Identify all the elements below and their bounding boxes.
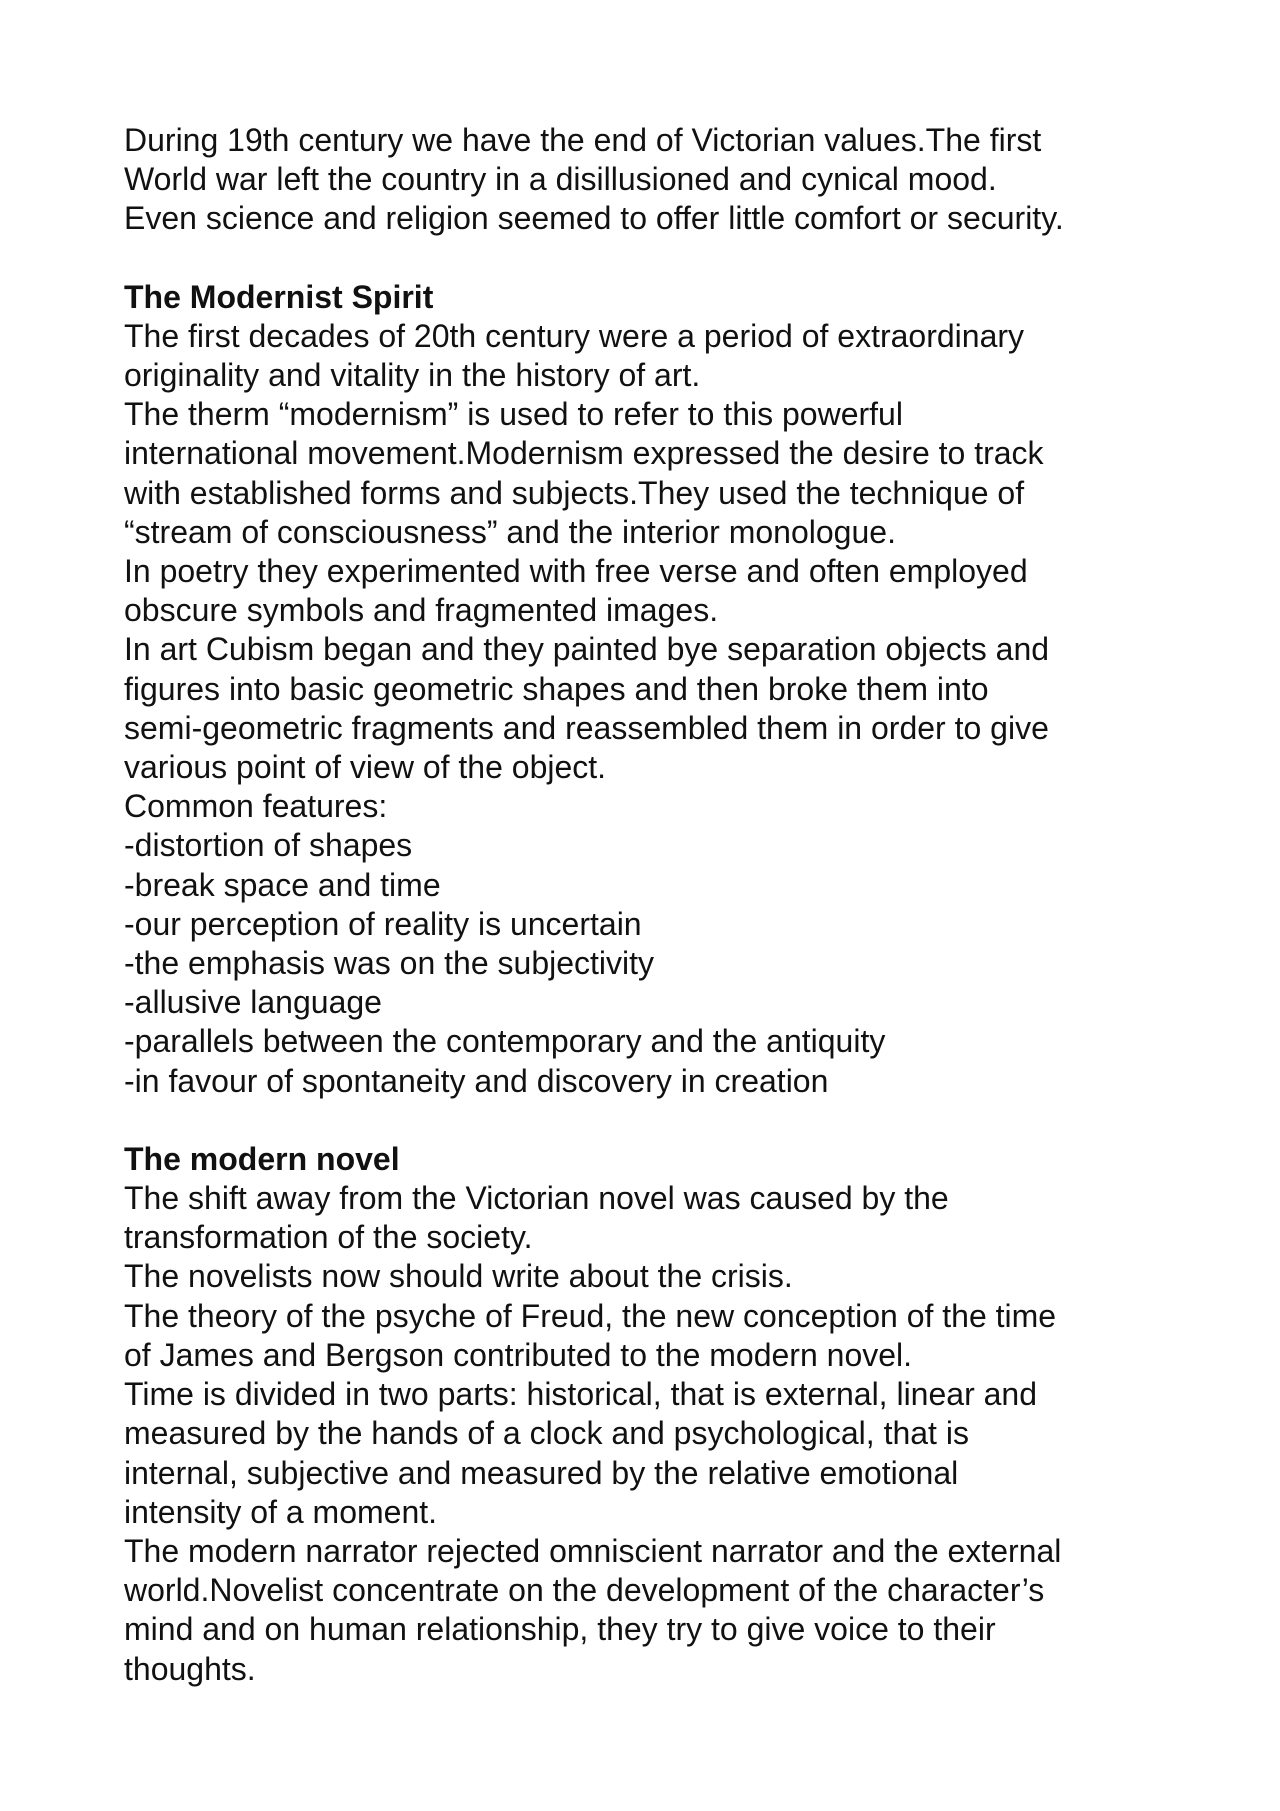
text-line: originality and vitality in the history of art. <box>124 357 701 394</box>
text-line: thoughts. <box>124 1650 256 1687</box>
text-line: Even science and religion seemed to offer little comfort or security. <box>124 200 1064 237</box>
list-item: -break space and time <box>124 866 441 903</box>
text-line: The novelists now should write about the crisis. <box>124 1258 793 1295</box>
text-line: World war left the country in a disillusioned and cynical mood. <box>124 161 997 198</box>
section-heading: The Modernist Spirit <box>124 278 434 315</box>
text-line: “stream of consciousness” and the interior monologue. <box>124 513 896 550</box>
list-item: -the emphasis was on the subjectivity <box>124 945 655 982</box>
text-line: of James and Bergson contributed to the modern novel. <box>124 1336 913 1373</box>
paragraph-gap <box>124 239 1184 278</box>
text-line: intensity of a moment. <box>124 1493 438 1530</box>
text-line: with established forms and subjects.They used the technique of <box>124 474 1025 511</box>
text-line: mind and on human relationship, they try to give voice to their <box>124 1611 996 1648</box>
text-line: The therm “modernism” is used to refer to this powerful <box>124 396 903 433</box>
text-line: Time is divided in two parts: historical, that is external, linear and <box>124 1376 1037 1413</box>
features-label: Common features: <box>124 788 388 825</box>
paragraph-gap <box>124 1101 1184 1140</box>
text-line: The modern narrator rejected omniscient narrator and the external <box>124 1532 1062 1569</box>
text-line: internal, subjective and measured by the relative emotional <box>124 1454 959 1491</box>
text-line: In poetry they experimented with free verse and often employed <box>124 553 1028 590</box>
list-item: -parallels between the contemporary and the antiquity <box>124 1023 886 1060</box>
text-line: The theory of the psyche of Freud, the new conception of the time <box>124 1297 1057 1334</box>
text-line: international movement.Modernism expressed the desire to track <box>124 435 1044 472</box>
text-line: various point of view of the object. <box>124 749 607 786</box>
text-line: measured by the hands of a clock and psychological, that is <box>124 1415 969 1452</box>
list-item: -in favour of spontaneity and discovery in creation <box>124 1062 829 1099</box>
list-item: -distortion of shapes <box>124 827 413 864</box>
text-line: The first decades of 20th century were a period of extraordinary <box>124 317 1025 354</box>
text-line: figures into basic geometric shapes and then broke them into <box>124 670 989 707</box>
section-heading: The modern novel <box>124 1140 400 1177</box>
text-line: transformation of the society. <box>124 1219 533 1256</box>
text-line: semi-geometric fragments and reassembled them in order to give <box>124 709 1049 746</box>
document-page <box>124 121 1184 1689</box>
novel-section <box>124 1140 1184 1689</box>
text-line: obscure symbols and fragmented images. <box>124 592 719 629</box>
text-line: During 19th century we have the end of Victorian values.The first <box>124 122 1042 158</box>
text-line: world.Novelist concentrate on the development of the character’s <box>124 1572 1045 1609</box>
list-item: -allusive language <box>124 984 382 1021</box>
text-line: In art Cubism began and they painted bye separation objects and <box>124 631 1050 668</box>
intro-paragraph <box>124 121 1184 239</box>
features-list <box>124 826 1184 1100</box>
text-line: The shift away from the Victorian novel was caused by the <box>124 1180 949 1217</box>
modernist-section <box>124 278 1184 1101</box>
list-item: -our perception of reality is uncertain <box>124 905 642 942</box>
